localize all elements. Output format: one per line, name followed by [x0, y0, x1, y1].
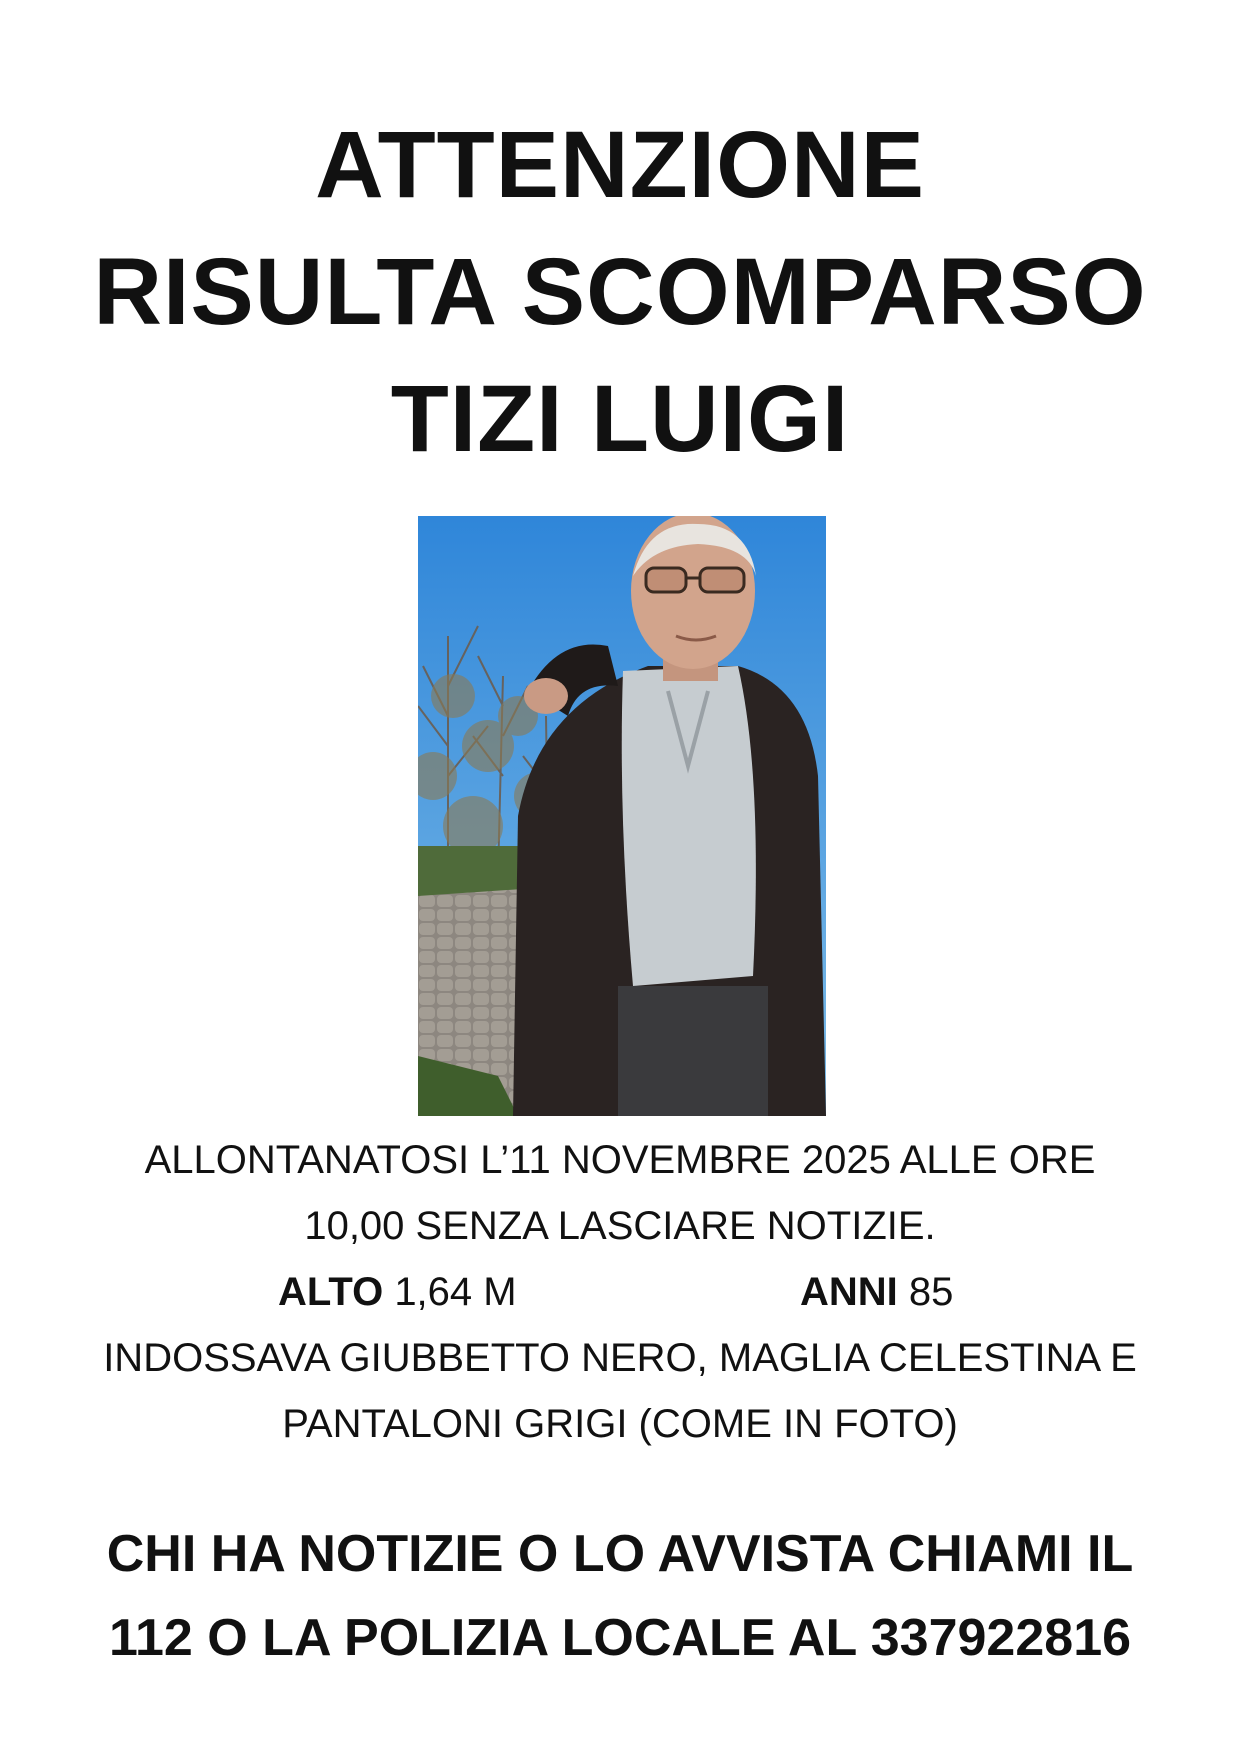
- clothing-description-line1: INDOSSAVA GIUBBETTO NERO, MAGLIA CELESTINA E: [103, 1336, 1137, 1380]
- height-stat: [278, 1272, 517, 1312]
- contact-instructions-line1: CHI HA NOTIZIE O LO AVVISTA CHIAMI IL: [106, 1525, 1134, 1583]
- age-stat: [800, 1272, 953, 1312]
- disappearance-time-text: 10,00 SENZA LASCIARE NOTIZIE.: [304, 1204, 936, 1248]
- contact-instructions-line2: 112 O LA POLIZIA LOCALE AL 337922816: [108, 1609, 1132, 1667]
- missing-person-name: TIZI LUIGI: [390, 366, 850, 472]
- age-label: ANNI: [800, 1270, 898, 1314]
- disappearance-date-text: ALLONTANATOSI L’11 NOVEMBRE 2025 ALLE ORE: [144, 1138, 1096, 1182]
- age-value: 85: [908, 1270, 954, 1314]
- poster-subtitle: RISULTA SCOMPARSO: [93, 239, 1147, 345]
- clothing-description-line2: PANTALONI GRIGI (COME IN FOTO): [282, 1402, 958, 1446]
- poster-title: ATTENZIONE: [315, 112, 925, 218]
- height-value: 1,64 M: [394, 1270, 517, 1314]
- height-label: ALTO: [278, 1270, 384, 1314]
- missing-person-photo: [418, 516, 826, 1116]
